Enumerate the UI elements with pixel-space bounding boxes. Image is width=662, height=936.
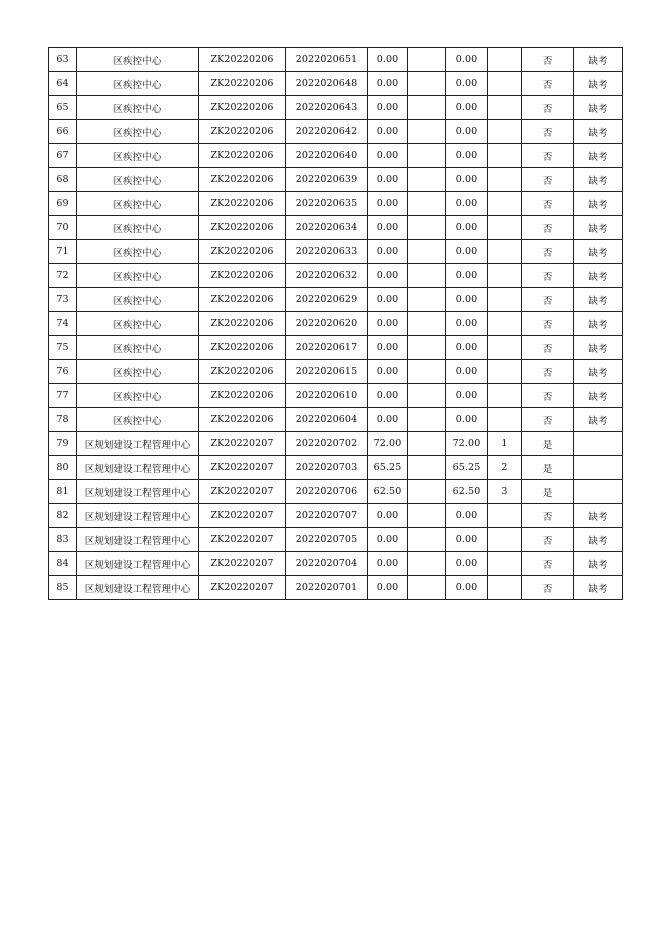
cell-rank <box>488 144 522 168</box>
cell-unit-name: 区疾控中心 <box>77 408 199 432</box>
cell-enter-interview: 否 <box>522 168 574 192</box>
cell-remark: 缺考 <box>574 168 623 192</box>
cell-total-score: 0.00 <box>446 360 488 384</box>
table-row <box>49 552 623 576</box>
cell-remark: 缺考 <box>574 576 623 600</box>
cell-rank <box>488 96 522 120</box>
cell-unit-name: 区疾控中心 <box>77 336 199 360</box>
cell-extra-score <box>408 144 446 168</box>
cell-serial-number: 67 <box>49 144 77 168</box>
cell-extra-score <box>408 504 446 528</box>
cell-written-score: 0.00 <box>368 96 408 120</box>
cell-extra-score <box>408 336 446 360</box>
cell-extra-score <box>408 96 446 120</box>
cell-unit-name: 区疾控中心 <box>77 360 199 384</box>
cell-written-score: 0.00 <box>368 240 408 264</box>
cell-enter-interview: 否 <box>522 120 574 144</box>
cell-serial-number: 75 <box>49 336 77 360</box>
cell-post-code: ZK20220206 <box>199 336 286 360</box>
cell-post-code: ZK20220206 <box>199 72 286 96</box>
table-row <box>49 336 623 360</box>
cell-written-score: 0.00 <box>368 384 408 408</box>
cell-total-score: 0.00 <box>446 288 488 312</box>
cell-post-code: ZK20220206 <box>199 96 286 120</box>
cell-written-score: 62.50 <box>368 480 408 504</box>
cell-enter-interview: 否 <box>522 48 574 72</box>
cell-remark: 缺考 <box>574 264 623 288</box>
table-row <box>49 240 623 264</box>
cell-enter-interview: 是 <box>522 432 574 456</box>
cell-written-score: 0.00 <box>368 360 408 384</box>
cell-unit-name: 区疾控中心 <box>77 384 199 408</box>
cell-ticket-number: 2022020651 <box>286 48 368 72</box>
cell-extra-score <box>408 432 446 456</box>
cell-ticket-number: 2022020604 <box>286 408 368 432</box>
cell-rank <box>488 192 522 216</box>
table-row <box>49 192 623 216</box>
cell-post-code: ZK20220206 <box>199 240 286 264</box>
cell-serial-number: 74 <box>49 312 77 336</box>
cell-total-score: 0.00 <box>446 264 488 288</box>
cell-extra-score <box>408 48 446 72</box>
cell-remark: 缺考 <box>574 360 623 384</box>
cell-written-score: 0.00 <box>368 216 408 240</box>
cell-total-score: 0.00 <box>446 528 488 552</box>
cell-remark: 缺考 <box>574 120 623 144</box>
cell-rank <box>488 120 522 144</box>
cell-total-score: 0.00 <box>446 216 488 240</box>
cell-total-score: 0.00 <box>446 72 488 96</box>
cell-extra-score <box>408 216 446 240</box>
cell-ticket-number: 2022020633 <box>286 240 368 264</box>
cell-extra-score <box>408 480 446 504</box>
cell-post-code: ZK20220207 <box>199 432 286 456</box>
cell-written-score: 0.00 <box>368 48 408 72</box>
cell-serial-number: 79 <box>49 432 77 456</box>
cell-ticket-number: 2022020634 <box>286 216 368 240</box>
cell-written-score: 0.00 <box>368 336 408 360</box>
cell-ticket-number: 2022020640 <box>286 144 368 168</box>
cell-total-score: 65.25 <box>446 456 488 480</box>
table-row <box>49 504 623 528</box>
cell-remark: 缺考 <box>574 528 623 552</box>
cell-rank <box>488 288 522 312</box>
cell-written-score: 0.00 <box>368 408 408 432</box>
cell-total-score: 0.00 <box>446 576 488 600</box>
table-row <box>49 360 623 384</box>
cell-serial-number: 81 <box>49 480 77 504</box>
cell-total-score: 0.00 <box>446 168 488 192</box>
cell-post-code: ZK20220207 <box>199 504 286 528</box>
cell-ticket-number: 2022020615 <box>286 360 368 384</box>
table-row <box>49 432 623 456</box>
cell-remark: 缺考 <box>574 504 623 528</box>
cell-rank <box>488 72 522 96</box>
table-row <box>49 312 623 336</box>
cell-remark <box>574 480 623 504</box>
cell-ticket-number: 2022020610 <box>286 384 368 408</box>
cell-total-score: 62.50 <box>446 480 488 504</box>
cell-post-code: ZK20220206 <box>199 288 286 312</box>
cell-extra-score <box>408 456 446 480</box>
cell-ticket-number: 2022020632 <box>286 264 368 288</box>
cell-extra-score <box>408 192 446 216</box>
cell-unit-name: 区规划建设工程管理中心 <box>77 456 199 480</box>
cell-extra-score <box>408 168 446 192</box>
cell-rank <box>488 384 522 408</box>
cell-extra-score <box>408 312 446 336</box>
cell-unit-name: 区规划建设工程管理中心 <box>77 576 199 600</box>
table-row <box>49 528 623 552</box>
cell-serial-number: 63 <box>49 48 77 72</box>
cell-enter-interview: 否 <box>522 384 574 408</box>
cell-post-code: ZK20220206 <box>199 384 286 408</box>
cell-written-score: 0.00 <box>368 288 408 312</box>
cell-remark: 缺考 <box>574 552 623 576</box>
table-row <box>49 384 623 408</box>
cell-serial-number: 80 <box>49 456 77 480</box>
cell-total-score: 0.00 <box>446 552 488 576</box>
cell-ticket-number: 2022020639 <box>286 168 368 192</box>
cell-written-score: 0.00 <box>368 528 408 552</box>
cell-serial-number: 85 <box>49 576 77 600</box>
cell-ticket-number: 2022020707 <box>286 504 368 528</box>
cell-extra-score <box>408 288 446 312</box>
cell-rank <box>488 168 522 192</box>
cell-ticket-number: 2022020705 <box>286 528 368 552</box>
cell-remark: 缺考 <box>574 240 623 264</box>
cell-enter-interview: 否 <box>522 72 574 96</box>
cell-written-score: 0.00 <box>368 72 408 96</box>
cell-written-score: 0.00 <box>368 576 408 600</box>
cell-rank: 3 <box>488 480 522 504</box>
cell-enter-interview: 否 <box>522 552 574 576</box>
cell-remark: 缺考 <box>574 192 623 216</box>
cell-written-score: 0.00 <box>368 144 408 168</box>
cell-post-code: ZK20220206 <box>199 120 286 144</box>
cell-serial-number: 84 <box>49 552 77 576</box>
table-row <box>49 48 623 72</box>
cell-serial-number: 70 <box>49 216 77 240</box>
cell-serial-number: 68 <box>49 168 77 192</box>
cell-post-code: ZK20220206 <box>199 168 286 192</box>
cell-serial-number: 65 <box>49 96 77 120</box>
cell-ticket-number: 2022020642 <box>286 120 368 144</box>
cell-unit-name: 区规划建设工程管理中心 <box>77 432 199 456</box>
cell-total-score: 72.00 <box>446 432 488 456</box>
cell-extra-score <box>408 408 446 432</box>
table-row <box>49 168 623 192</box>
cell-unit-name: 区疾控中心 <box>77 144 199 168</box>
cell-rank <box>488 552 522 576</box>
cell-unit-name: 区规划建设工程管理中心 <box>77 528 199 552</box>
cell-unit-name: 区疾控中心 <box>77 168 199 192</box>
cell-serial-number: 82 <box>49 504 77 528</box>
cell-enter-interview: 是 <box>522 456 574 480</box>
cell-enter-interview: 否 <box>522 288 574 312</box>
cell-unit-name: 区疾控中心 <box>77 192 199 216</box>
cell-enter-interview: 否 <box>522 144 574 168</box>
cell-post-code: ZK20220207 <box>199 552 286 576</box>
cell-ticket-number: 2022020648 <box>286 72 368 96</box>
cell-enter-interview: 否 <box>522 408 574 432</box>
cell-unit-name: 区疾控中心 <box>77 120 199 144</box>
cell-rank <box>488 216 522 240</box>
cell-serial-number: 64 <box>49 72 77 96</box>
cell-extra-score <box>408 384 446 408</box>
cell-enter-interview: 否 <box>522 336 574 360</box>
cell-extra-score <box>408 240 446 264</box>
cell-ticket-number: 2022020629 <box>286 288 368 312</box>
cell-post-code: ZK20220206 <box>199 192 286 216</box>
cell-post-code: ZK20220207 <box>199 456 286 480</box>
cell-unit-name: 区疾控中心 <box>77 312 199 336</box>
cell-rank <box>488 240 522 264</box>
cell-post-code: ZK20220206 <box>199 408 286 432</box>
cell-extra-score <box>408 120 446 144</box>
cell-enter-interview: 否 <box>522 504 574 528</box>
cell-remark: 缺考 <box>574 144 623 168</box>
cell-written-score: 0.00 <box>368 192 408 216</box>
cell-rank <box>488 576 522 600</box>
cell-serial-number: 73 <box>49 288 77 312</box>
cell-extra-score <box>408 264 446 288</box>
table-row <box>49 264 623 288</box>
cell-post-code: ZK20220206 <box>199 264 286 288</box>
cell-unit-name: 区规划建设工程管理中心 <box>77 504 199 528</box>
cell-enter-interview: 否 <box>522 360 574 384</box>
cell-ticket-number: 2022020706 <box>286 480 368 504</box>
cell-post-code: ZK20220206 <box>199 216 286 240</box>
cell-ticket-number: 2022020620 <box>286 312 368 336</box>
table-row <box>49 480 623 504</box>
cell-written-score: 0.00 <box>368 504 408 528</box>
cell-post-code: ZK20220206 <box>199 144 286 168</box>
cell-total-score: 0.00 <box>446 144 488 168</box>
cell-written-score: 0.00 <box>368 552 408 576</box>
cell-rank <box>488 528 522 552</box>
cell-rank <box>488 408 522 432</box>
cell-remark: 缺考 <box>574 48 623 72</box>
cell-ticket-number: 2022020617 <box>286 336 368 360</box>
table-row <box>49 120 623 144</box>
cell-rank: 2 <box>488 456 522 480</box>
cell-serial-number: 69 <box>49 192 77 216</box>
cell-written-score: 72.00 <box>368 432 408 456</box>
cell-remark <box>574 432 623 456</box>
cell-ticket-number: 2022020701 <box>286 576 368 600</box>
cell-total-score: 0.00 <box>446 120 488 144</box>
cell-enter-interview: 是 <box>522 480 574 504</box>
cell-ticket-number: 2022020643 <box>286 96 368 120</box>
table-row <box>49 576 623 600</box>
cell-rank <box>488 312 522 336</box>
cell-enter-interview: 否 <box>522 264 574 288</box>
cell-serial-number: 77 <box>49 384 77 408</box>
table-row <box>49 216 623 240</box>
cell-serial-number: 71 <box>49 240 77 264</box>
cell-unit-name: 区疾控中心 <box>77 264 199 288</box>
cell-total-score: 0.00 <box>446 312 488 336</box>
cell-serial-number: 78 <box>49 408 77 432</box>
cell-unit-name: 区疾控中心 <box>77 288 199 312</box>
cell-total-score: 0.00 <box>446 240 488 264</box>
cell-post-code: ZK20220206 <box>199 48 286 72</box>
table-row <box>49 408 623 432</box>
cell-serial-number: 76 <box>49 360 77 384</box>
cell-enter-interview: 否 <box>522 216 574 240</box>
cell-total-score: 0.00 <box>446 336 488 360</box>
results-table <box>48 47 623 600</box>
cell-total-score: 0.00 <box>446 384 488 408</box>
cell-rank: 1 <box>488 432 522 456</box>
cell-ticket-number: 2022020703 <box>286 456 368 480</box>
cell-serial-number: 72 <box>49 264 77 288</box>
cell-enter-interview: 否 <box>522 192 574 216</box>
table-body <box>49 48 623 600</box>
cell-remark <box>574 456 623 480</box>
cell-enter-interview: 否 <box>522 96 574 120</box>
cell-remark: 缺考 <box>574 288 623 312</box>
cell-enter-interview: 否 <box>522 528 574 552</box>
cell-rank <box>488 336 522 360</box>
table-row <box>49 144 623 168</box>
cell-written-score: 0.00 <box>368 264 408 288</box>
cell-unit-name: 区规划建设工程管理中心 <box>77 480 199 504</box>
cell-total-score: 0.00 <box>446 192 488 216</box>
cell-enter-interview: 否 <box>522 312 574 336</box>
cell-unit-name: 区疾控中心 <box>77 48 199 72</box>
cell-total-score: 0.00 <box>446 504 488 528</box>
cell-enter-interview: 否 <box>522 240 574 264</box>
cell-remark: 缺考 <box>574 408 623 432</box>
table-row <box>49 288 623 312</box>
cell-ticket-number: 2022020704 <box>286 552 368 576</box>
cell-post-code: ZK20220207 <box>199 480 286 504</box>
cell-post-code: ZK20220206 <box>199 312 286 336</box>
cell-extra-score <box>408 528 446 552</box>
cell-total-score: 0.00 <box>446 96 488 120</box>
cell-rank <box>488 504 522 528</box>
cell-rank <box>488 264 522 288</box>
cell-rank <box>488 48 522 72</box>
cell-extra-score <box>408 72 446 96</box>
cell-serial-number: 66 <box>49 120 77 144</box>
cell-extra-score <box>408 576 446 600</box>
cell-extra-score <box>408 552 446 576</box>
cell-remark: 缺考 <box>574 216 623 240</box>
cell-remark: 缺考 <box>574 336 623 360</box>
cell-ticket-number: 2022020635 <box>286 192 368 216</box>
cell-post-code: ZK20220207 <box>199 528 286 552</box>
cell-remark: 缺考 <box>574 96 623 120</box>
cell-remark: 缺考 <box>574 384 623 408</box>
cell-unit-name: 区疾控中心 <box>77 96 199 120</box>
cell-remark: 缺考 <box>574 72 623 96</box>
cell-post-code: ZK20220206 <box>199 360 286 384</box>
cell-rank <box>488 360 522 384</box>
cell-unit-name: 区疾控中心 <box>77 240 199 264</box>
cell-ticket-number: 2022020702 <box>286 432 368 456</box>
cell-extra-score <box>408 360 446 384</box>
cell-written-score: 0.00 <box>368 120 408 144</box>
cell-post-code: ZK20220207 <box>199 576 286 600</box>
cell-written-score: 0.00 <box>368 312 408 336</box>
cell-serial-number: 83 <box>49 528 77 552</box>
cell-unit-name: 区疾控中心 <box>77 72 199 96</box>
cell-remark: 缺考 <box>574 312 623 336</box>
table-row <box>49 456 623 480</box>
cell-written-score: 65.25 <box>368 456 408 480</box>
table-row <box>49 96 623 120</box>
cell-enter-interview: 否 <box>522 576 574 600</box>
cell-unit-name: 区规划建设工程管理中心 <box>77 552 199 576</box>
cell-total-score: 0.00 <box>446 48 488 72</box>
cell-unit-name: 区疾控中心 <box>77 216 199 240</box>
table-row <box>49 72 623 96</box>
cell-total-score: 0.00 <box>446 408 488 432</box>
cell-written-score: 0.00 <box>368 168 408 192</box>
